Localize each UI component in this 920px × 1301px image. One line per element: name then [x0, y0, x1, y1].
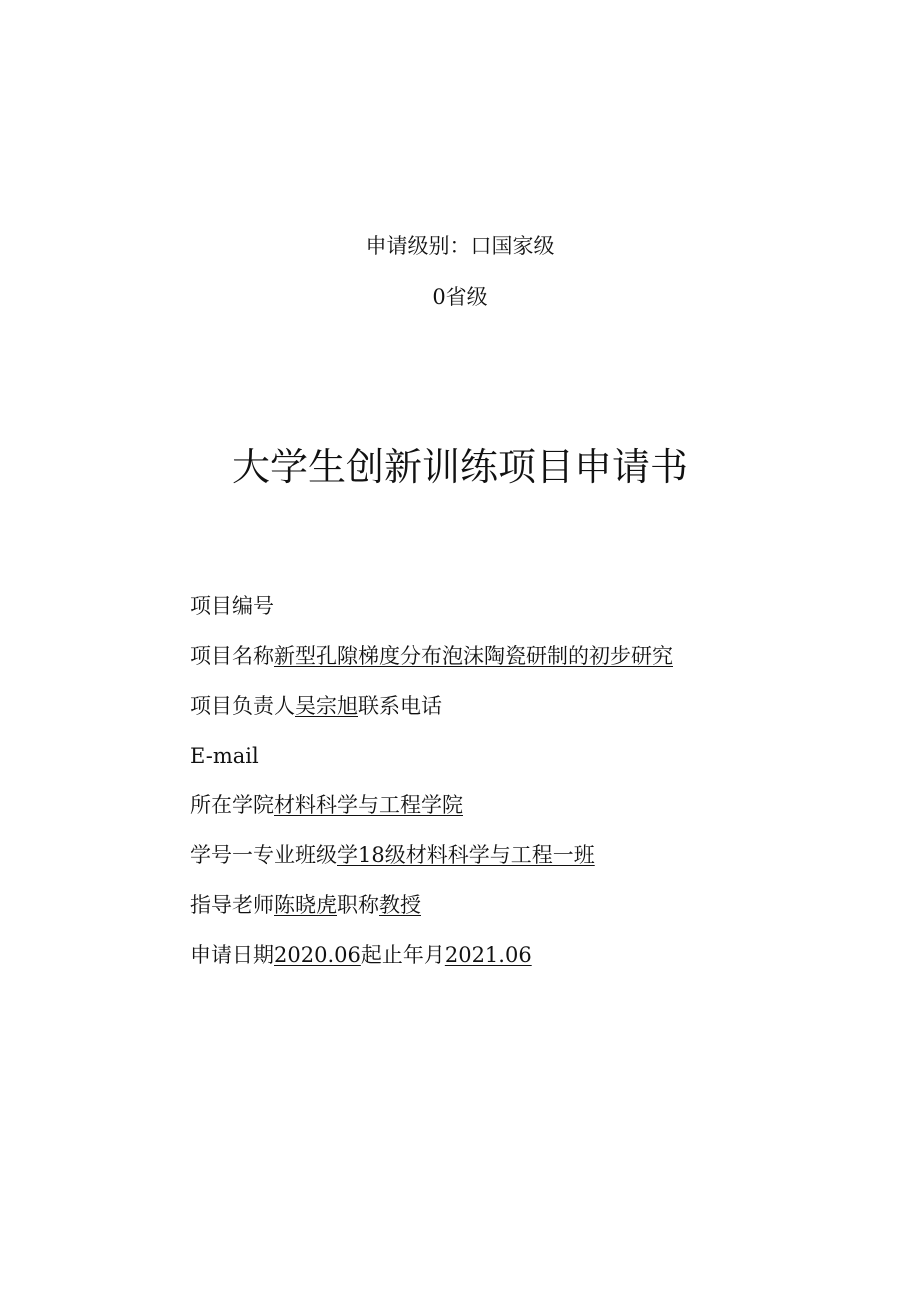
- provincial-level-option: 0省级: [432, 285, 488, 309]
- apply-date-label: 申请日期: [190, 943, 274, 967]
- project-number-label: 项目编号: [190, 594, 274, 618]
- project-name-row: [190, 642, 673, 670]
- advisor-title-value: 教授: [379, 893, 421, 917]
- college-value: 材料科学与工程学院: [274, 793, 463, 817]
- advisor-label: 指导老师: [190, 893, 274, 917]
- student-class-row: [190, 841, 595, 869]
- project-leader-label: 项目负责人: [190, 694, 295, 718]
- project-number-row: [190, 592, 274, 620]
- project-leader-row: [190, 692, 442, 720]
- document-title: 大学生创新训练项目申请书: [231, 445, 688, 489]
- project-name-label: 项目名称: [190, 644, 274, 668]
- period-label: 起止年月: [360, 943, 445, 967]
- email-row: [190, 742, 259, 770]
- advisor-row: [190, 891, 421, 919]
- application-level-national-line: [0, 232, 920, 260]
- advisor-title-label: 职称: [337, 893, 379, 917]
- national-level-option: 口国家级: [470, 234, 555, 258]
- application-level-label: 申请级别：: [365, 234, 471, 258]
- phone-label: 联系电话: [358, 694, 442, 718]
- college-label: 所在学院: [190, 793, 274, 817]
- project-name-value: 新型孔隙梯度分布泡沫陶瓷研制的初步研究: [274, 644, 673, 668]
- project-leader-value: 吴宗旭: [295, 694, 358, 718]
- advisor-name: 陈晓虎: [274, 893, 337, 917]
- period-value: 2021.06: [444, 943, 532, 967]
- student-class-label: 学号一专业班级: [190, 843, 337, 867]
- apply-date-value: 2020.06: [274, 943, 361, 967]
- email-label: E-mail: [190, 744, 259, 768]
- dates-row: [190, 941, 532, 969]
- student-class-value: 学18级材料科学与工程一班: [337, 843, 595, 867]
- college-row: [190, 791, 463, 819]
